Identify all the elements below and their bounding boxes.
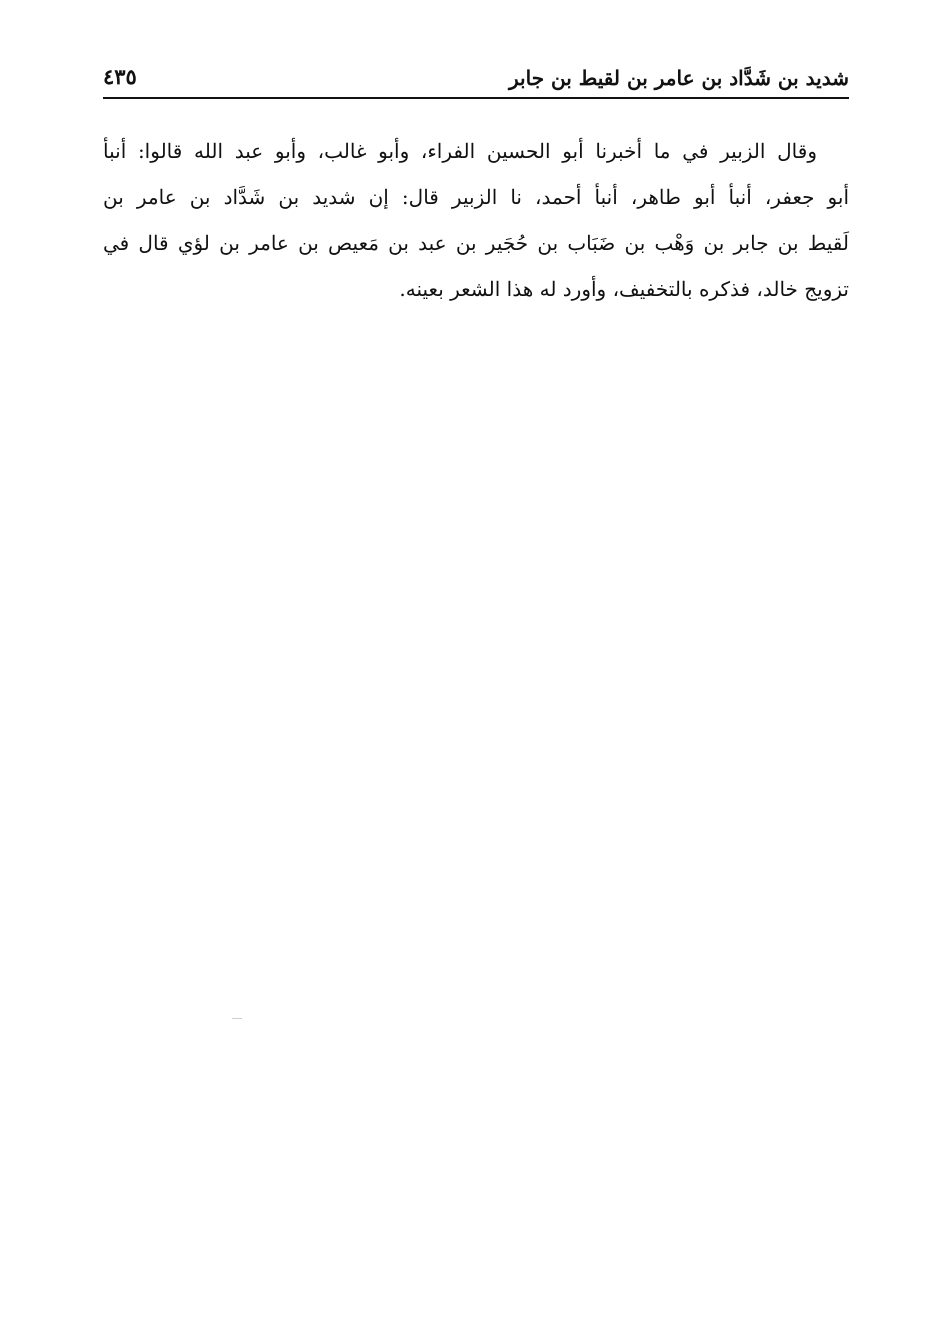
text-line: أبو جعفر، أنبأ أبو طاهر، أنبأ أحمد، نا الزبير قال: إن شديد بن شَدَّاد بن عامر بن: [103, 185, 849, 209]
page-number: ٤٣٥: [103, 64, 137, 89]
text-line: تزويج خالد، فذكره بالتخفيف، وأورد له هذا الشعر بعينه.: [399, 277, 849, 301]
page-header: [103, 58, 849, 98]
running-title: شديد بن شَدَّاد بن عامر بن لقيط بن جابر: [509, 66, 849, 90]
text-line: لَقيط بن جابر بن وَهْب بن ضَبَاب بن حُجَير بن عبد بن مَعيص بن عامر بن لؤي قال في: [103, 231, 849, 255]
body-paragraph: [103, 128, 849, 312]
text-line: وقال الزبير في ما أخبرنا أبو الحسين الفراء، وأبو غالب، وأبو عبد الله قالوا: أنبأ: [103, 139, 817, 163]
scan-mark: [232, 1018, 242, 1019]
header-rule: [103, 97, 849, 99]
